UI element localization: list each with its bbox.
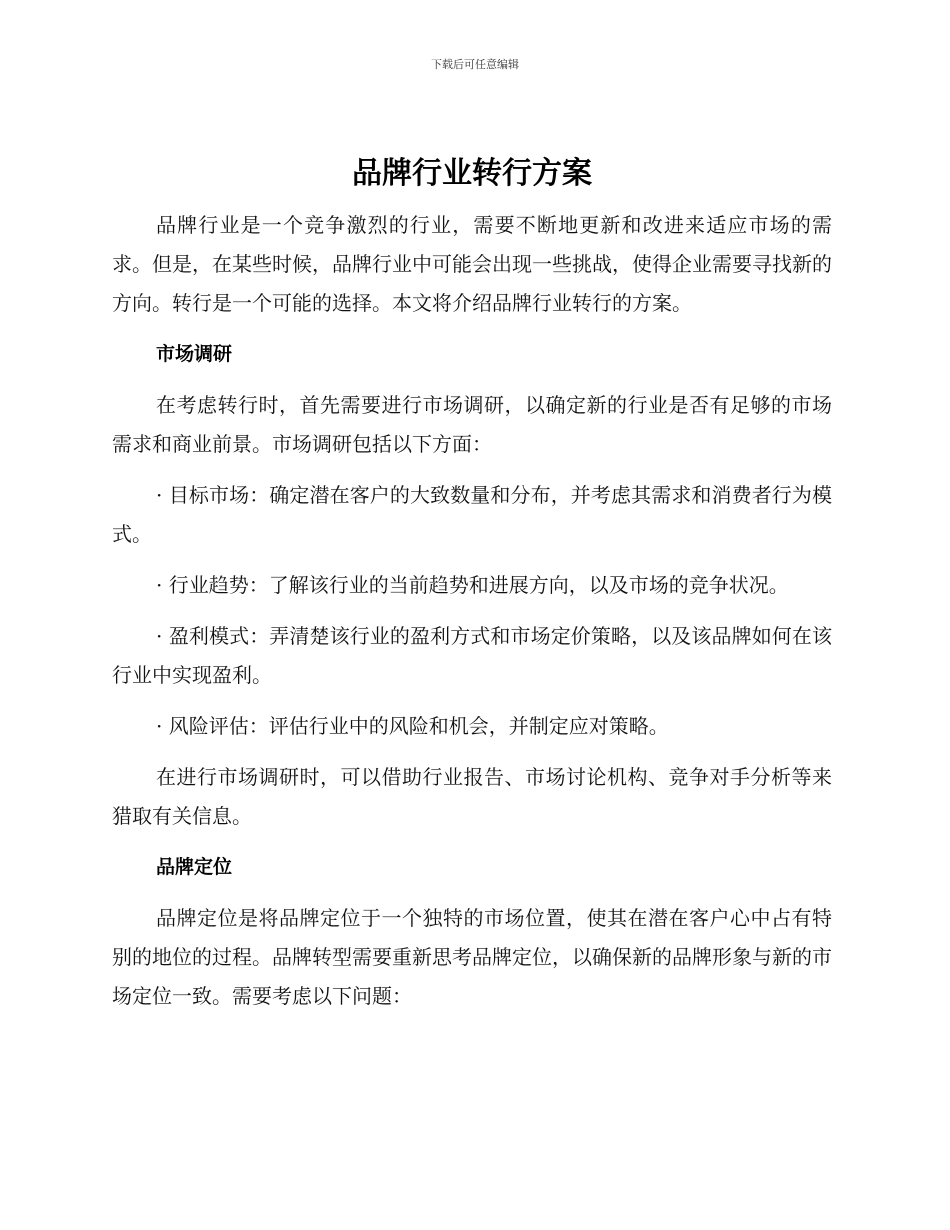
paragraph-market-outro: 在进行市场调研时，可以借助行业报告、市场讨论机构、竞争对手分析等来猎取有关信息。 <box>112 765 832 828</box>
header-note: 下载后可任意编辑 <box>431 58 519 71</box>
paragraph-positioning-intro: 品牌定位是将品牌定位于一个独特的市场位置，使其在潜在客户心中占有特别的地位的过程。品牌转型需要重新思考品牌定位，以确保新的品牌形象与新的市场定位一致。需要考虑以下问题： <box>112 906 832 1008</box>
bullet-industry-trend: · 行业趋势：了解该行业的当前趋势和进展方向，以及市场的竞争状况。 <box>156 573 789 597</box>
bullet-target-market: · 目标市场：确定潜在客户的大致数量和分布，并考虑其需求和消费者行为模式。 <box>112 483 832 546</box>
heading-market-research: 市场调研 <box>156 343 233 365</box>
bullet-profit-model: · 盈利模式：弄清楚该行业的盈利方式和市场定价策略，以及该品牌如何在该行业中实现盈利。 <box>112 624 832 687</box>
paragraph-intro: 品牌行业是一个竞争激烈的行业，需要不断地更新和改进来适应市场的需求。但是，在某些时候，品牌行业中可能会出现一些挑战，使得企业需要寻找新的方向。转行是一个可能的选择。本文将介绍品牌行业转行的方案。 <box>112 213 832 315</box>
heading-brand-positioning: 品牌定位 <box>156 856 233 878</box>
document-title: 品牌行业转行方案 <box>352 156 592 191</box>
paragraph-market-intro: 在考虑转行时，首先需要进行市场调研，以确定新的行业是否有足够的市场需求和商业前景。市场调研包括以下方面： <box>112 393 832 456</box>
document-body <box>112 148 832 1016</box>
bullet-risk-assessment: · 风险评估：评估行业中的风险和机会，并制定应对策略。 <box>156 714 669 738</box>
